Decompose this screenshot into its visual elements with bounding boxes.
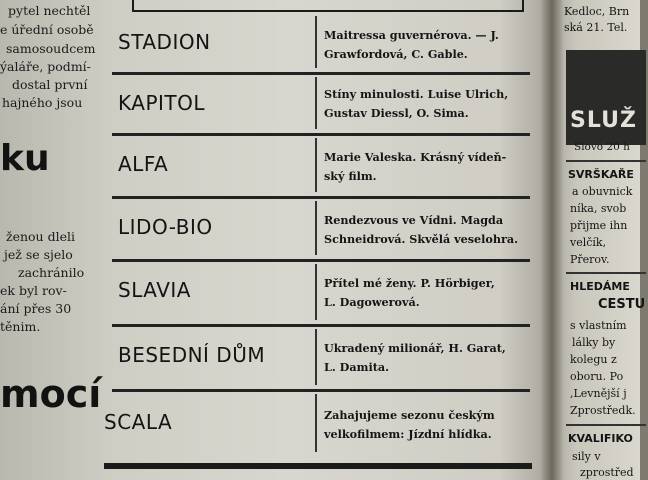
left-heading-fragment: ku: [0, 138, 50, 179]
film-description-line: velkofilmem: Jízdní hlídka.: [324, 427, 492, 441]
film-description-line: Schneidrová. Skvělá veselohra.: [324, 232, 519, 246]
film-description-line: Rendezvous ve Vídni. Magda: [324, 213, 504, 227]
listings-bottom-rule: [104, 463, 532, 469]
left-text-line: ýaláře, podmí-: [0, 59, 91, 74]
left-text-line: hajného jsou: [2, 95, 83, 110]
sluzby-banner-title: SLUŽ: [570, 108, 637, 133]
right-text-line: přijme ihn: [570, 219, 628, 232]
right-text-line: Přerov.: [570, 253, 610, 266]
film-description: [324, 85, 530, 123]
film-description: [324, 339, 530, 377]
film-description-line: Zahajujeme sezonu českým: [324, 408, 495, 422]
left-heading-fragment: mocí: [0, 372, 102, 416]
right-text-line: kolegu z: [570, 353, 617, 366]
column-divider: [315, 16, 317, 68]
left-text-line: těnim.: [0, 319, 41, 334]
right-text-line: s vlastním: [570, 319, 627, 332]
right-text-line: lálky by: [572, 336, 616, 349]
film-description-line: L. Dagowerová.: [324, 295, 420, 309]
column-divider: [315, 329, 317, 385]
film-description-line: ský film.: [324, 169, 377, 183]
listing-row: [110, 199, 530, 259]
film-description: [324, 26, 530, 64]
classified-heading: CESTU: [598, 297, 646, 312]
left-text-line: jež se sjelo: [4, 247, 73, 262]
left-text-line: pytel nechtěl: [8, 3, 91, 18]
column-divider: [315, 138, 317, 192]
right-classifieds-body: [566, 0, 648, 480]
film-description-line: Přítel mé ženy. P. Hörbiger,: [324, 276, 495, 290]
classified-heading: KVALIFIKO: [568, 432, 633, 445]
cinema-name: SCALA: [104, 410, 173, 434]
listing-row: [110, 136, 530, 196]
right-text-line: a obuvnick: [572, 185, 633, 198]
right-text-line: níka, svob: [570, 202, 627, 215]
right-text-line: sily v: [572, 450, 601, 463]
left-text-line: ání přes 30: [0, 301, 72, 316]
left-text-line: zachránilo: [18, 265, 85, 280]
column-divider: [315, 264, 317, 320]
listing-row: [110, 327, 530, 389]
film-description-line: Gustav Diessl, O. Sima.: [324, 106, 469, 120]
left-text-line: samosoudcem: [6, 41, 96, 56]
listing-row: [110, 14, 530, 72]
film-description-line: Maitressa guvernérova. — J.: [324, 28, 499, 42]
left-text-line: dostal první: [12, 77, 88, 92]
cinema-name: KAPITOL: [118, 91, 206, 115]
film-description-line: Stíny minulosti. Luise Ulrich,: [324, 87, 509, 101]
right-text-line: zprostřed: [580, 466, 634, 479]
film-description-line: Ukradený milionář, H. Garat,: [324, 341, 506, 355]
film-description-line: Marie Valeska. Krásný vídeň-: [324, 150, 507, 164]
right-text-line: ,Levnější j: [570, 387, 627, 400]
listing-row: [104, 392, 530, 456]
cinema-name: ALFA: [118, 152, 169, 176]
film-description: [324, 211, 530, 249]
film-description-line: Grawfordová, C. Gable.: [324, 47, 468, 61]
listing-row: [110, 262, 530, 324]
film-description: [324, 406, 530, 444]
column-divider: [315, 201, 317, 255]
left-text-line: e úřední osobě: [0, 22, 94, 37]
listings-top-frame: [132, 0, 524, 12]
right-text-line: velčík,: [570, 236, 607, 249]
left-text-line: ženou dleli: [6, 229, 75, 244]
column-divider: [315, 394, 317, 452]
cinema-name: BESEDNÍ DŮM: [118, 343, 266, 367]
right-text-line: Zprostředk.: [570, 404, 636, 417]
classified-heading: HLEDÁME: [570, 280, 630, 293]
classified-heading: SVRŠKAŘE: [568, 168, 634, 181]
right-text-line: Kedloc, Brn: [564, 5, 630, 18]
film-description: [324, 148, 530, 186]
right-text-line: oboru. Po: [570, 370, 624, 383]
right-text-line: ská 21. Tel.: [564, 21, 628, 34]
listing-row: [110, 75, 530, 133]
left-text-line: ek byl rov-: [0, 283, 67, 298]
film-description-line: L. Damita.: [324, 360, 390, 374]
column-divider: [315, 77, 317, 129]
cinema-name: STADION: [118, 30, 211, 54]
cinema-name: SLAVIA: [118, 278, 191, 302]
cinema-name: LIDO-BIO: [118, 215, 213, 239]
film-description: [324, 274, 530, 312]
right-text-line: Slovo 20 h: [574, 141, 630, 153]
